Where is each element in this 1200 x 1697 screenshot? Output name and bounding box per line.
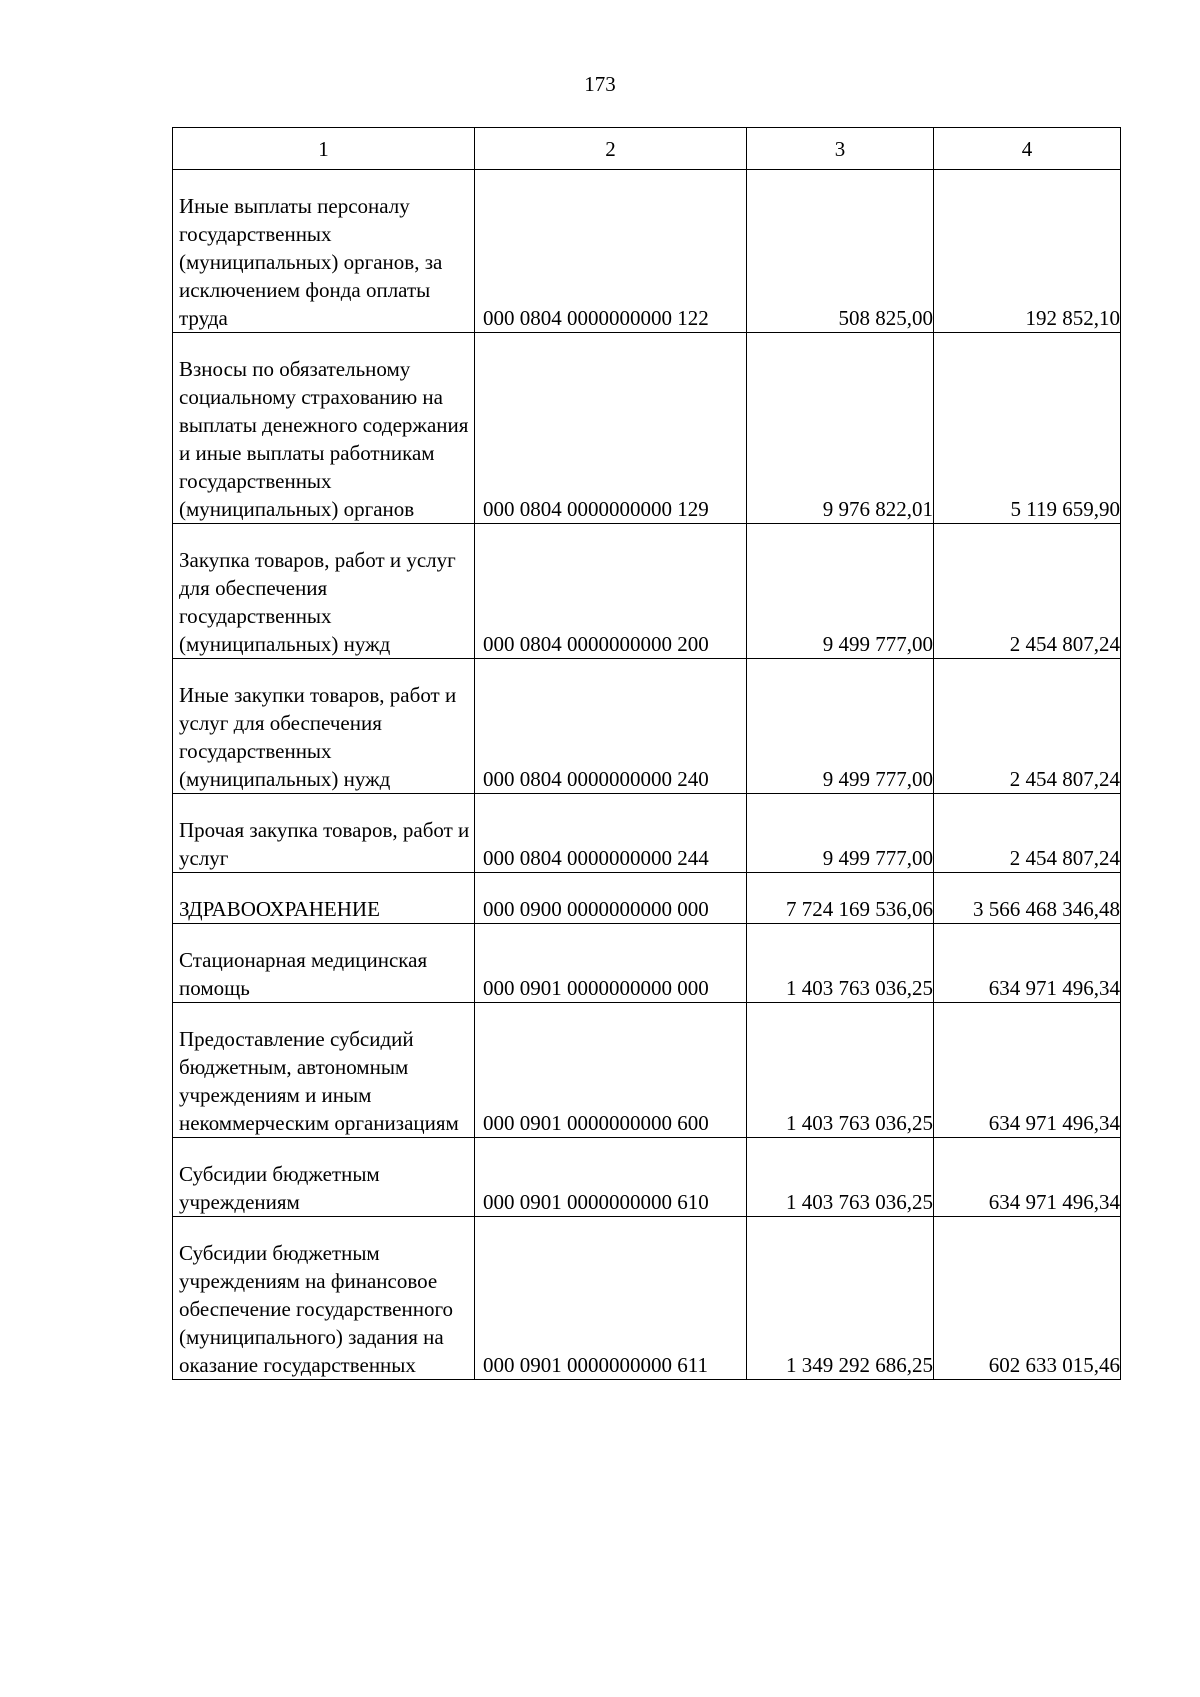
row-value-col4: 192 852,10	[934, 170, 1121, 333]
row-value-col4: 634 971 496,34	[934, 924, 1121, 1003]
row-value-col3: 1 349 292 686,25	[747, 1217, 934, 1380]
page-number: 173	[584, 72, 616, 96]
row-code: 000 0804 0000000000 200	[475, 524, 747, 659]
row-value-col4: 5 119 659,90	[934, 333, 1121, 524]
row-value-col4: 634 971 496,34	[934, 1003, 1121, 1138]
column-header-3: 3	[747, 128, 934, 170]
row-value-col3: 1 403 763 036,25	[747, 1138, 934, 1217]
row-value-col3: 9 499 777,00	[747, 794, 934, 873]
row-name: Иные выплаты персоналу государственных (муниципальных) органов, за исключением фонда оплаты труда	[173, 170, 475, 333]
table-row	[173, 1217, 1121, 1380]
row-name: Взносы по обязательному социальному страхованию на выплаты денежного содержания и иные выплаты работникам государственных (муниципальных) органов	[173, 333, 475, 524]
row-value-col3: 1 403 763 036,25	[747, 1003, 934, 1138]
row-value-col4: 2 454 807,24	[934, 794, 1121, 873]
row-name: Стационарная медицинская помощь	[173, 924, 475, 1003]
row-name: Предоставление субсидий бюджетным, автономным учреждениям и иным некоммерческим организациям	[173, 1003, 475, 1138]
header-row	[173, 128, 1121, 170]
table-row	[173, 873, 1121, 924]
row-name: Закупка товаров, работ и услуг для обеспечения государственных (муниципальных) нужд	[173, 524, 475, 659]
row-value-col4: 634 971 496,34	[934, 1138, 1121, 1217]
row-value-col3: 7 724 169 536,06	[747, 873, 934, 924]
table-row	[173, 659, 1121, 794]
column-header-2: 2	[475, 128, 747, 170]
table-row	[173, 524, 1121, 659]
row-code: 000 0804 0000000000 244	[475, 794, 747, 873]
table-row	[173, 170, 1121, 333]
row-value-col4: 3 566 468 346,48	[934, 873, 1121, 924]
row-code: 000 0900 0000000000 000	[475, 873, 747, 924]
row-value-col4: 602 633 015,46	[934, 1217, 1121, 1380]
row-name: Субсидии бюджетным учреждениям на финансовое обеспечение государственного (муниципального) задания на оказание государственных	[173, 1217, 475, 1380]
row-code: 000 0901 0000000000 610	[475, 1138, 747, 1217]
row-value-col4: 2 454 807,24	[934, 524, 1121, 659]
column-header-1: 1	[173, 128, 475, 170]
column-header-4: 4	[934, 128, 1121, 170]
row-value-col3: 9 499 777,00	[747, 524, 934, 659]
table-row	[173, 333, 1121, 524]
row-name: Иные закупки товаров, работ и услуг для обеспечения государственных (муниципальных) нужд	[173, 659, 475, 794]
table-row	[173, 924, 1121, 1003]
row-code: 000 0804 0000000000 129	[475, 333, 747, 524]
row-code: 000 0901 0000000000 000	[475, 924, 747, 1003]
row-name: Субсидии бюджетным учреждениям	[173, 1138, 475, 1217]
row-name: Прочая закупка товаров, работ и услуг	[173, 794, 475, 873]
row-value-col3: 508 825,00	[747, 170, 934, 333]
row-value-col3: 1 403 763 036,25	[747, 924, 934, 1003]
row-value-col4: 2 454 807,24	[934, 659, 1121, 794]
row-value-col3: 9 499 777,00	[747, 659, 934, 794]
row-code: 000 0804 0000000000 240	[475, 659, 747, 794]
row-value-col3: 9 976 822,01	[747, 333, 934, 524]
row-name: ЗДРАВООХРАНЕНИЕ	[173, 873, 475, 924]
table-row	[173, 794, 1121, 873]
table-row	[173, 1138, 1121, 1217]
table-row	[173, 1003, 1121, 1138]
row-code: 000 0901 0000000000 600	[475, 1003, 747, 1138]
row-code: 000 0901 0000000000 611	[475, 1217, 747, 1380]
row-code: 000 0804 0000000000 122	[475, 170, 747, 333]
budget-table	[172, 127, 1121, 1380]
